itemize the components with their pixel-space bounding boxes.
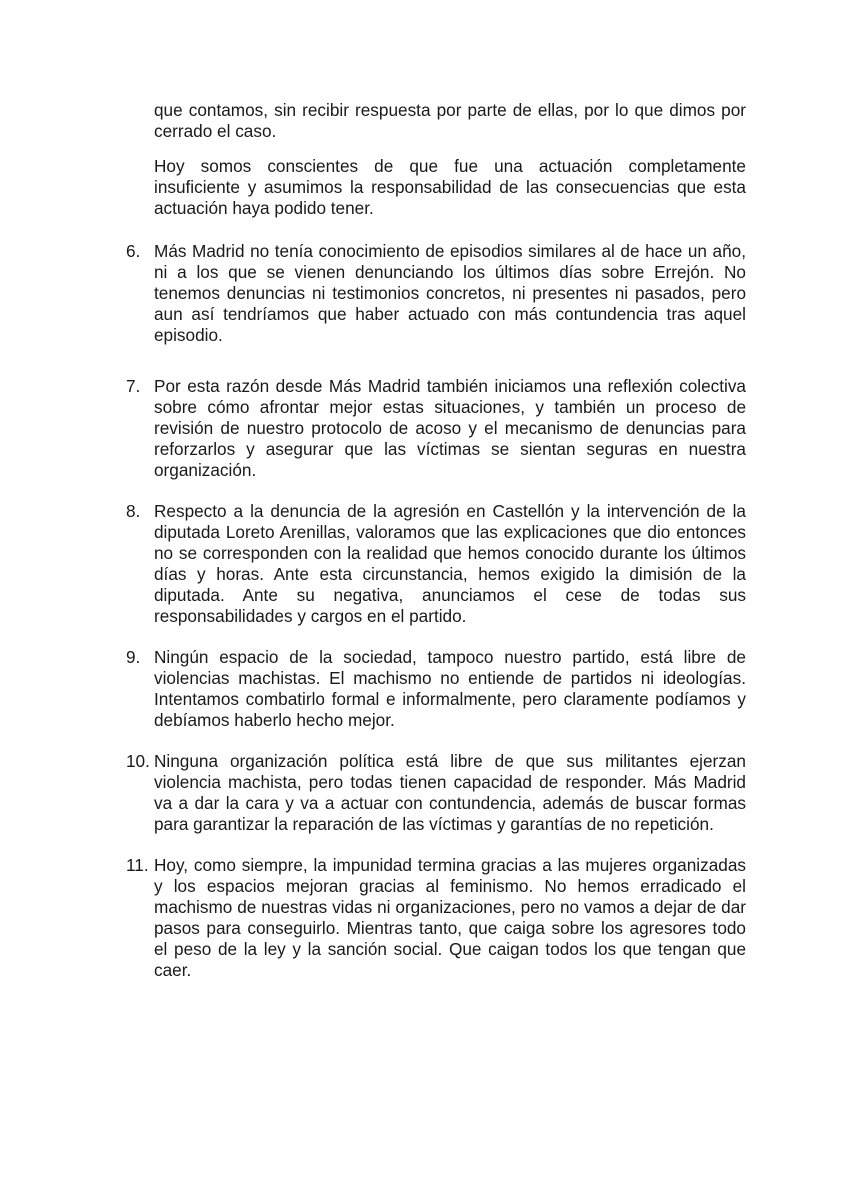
intro-paragraph: Hoy somos conscientes de que fue una actuación completamente insuficiente y asumimos la responsabilidad de las consecuencias que esta actuación haya podido tener. [154, 156, 746, 218]
document-body [126, 100, 746, 1001]
list-item-number: 8. [126, 501, 141, 521]
list-item [126, 855, 746, 981]
list-item-text: Ninguna organización política está libre de que sus militantes ejerzan violencia machista, pero todas tienen capacidad de responder. Más Madrid va a dar la cara y va a actuar con contundencia, además de buscar formas para garantizar la reparación de las víctimas y garantías de no repetición. [154, 751, 746, 834]
list-item [126, 376, 746, 481]
list-item-text: Ningún espacio de la sociedad, tampoco nuestro partido, está libre de violencias machistas. El machismo no entiende de partidos ni ideologías. Intentamos combatirlo formal e informalmente, pero claramente podíamos y debíamos haberlo hecho mejor. [154, 647, 746, 730]
list-item [126, 501, 746, 627]
list-item [126, 241, 746, 346]
numbered-list [126, 241, 746, 981]
list-item-number: 11. [126, 855, 149, 875]
intro-paragraph: que contamos, sin recibir respuesta por parte de ellas, por lo que dimos por cerrado el caso. [154, 100, 746, 141]
list-item-number: 9. [126, 647, 141, 667]
list-item-number: 6. [126, 241, 141, 261]
list-item-number: 7. [126, 376, 141, 396]
list-item-text: Hoy, como siempre, la impunidad termina gracias a las mujeres organizadas y los espacios mejoran gracias al feminismo. No hemos erradicado el machismo de nuestras vidas ni organizaciones, pero no vamos a dejar de dar pasos para conseguirlo. Mientras tanto, que caiga sobre los agresores todo el peso de la ley y la sanción social. Que caigan todos los que tengan que caer. [154, 855, 746, 980]
list-item-text: Por esta razón desde Más Madrid también iniciamos una reflexión colectiva sobre cómo afrontar mejor estas situaciones, y también un proceso de revisión de nuestro protocolo de acoso y el mecanismo de denuncias para reforzarlos y asegurar que las víctimas se sientan seguras en nuestra organización. [154, 376, 746, 480]
list-item-number: 10. [126, 751, 150, 771]
list-item-text: Respecto a la denuncia de la agresión en Castellón y la intervención de la diputada Loreto Arenillas, valoramos que las explicaciones que dio entonces no se corresponden con la realidad que hemos conocido durante los últimos días y horas. Ante esta circunstancia, hemos exigido la dimisión de la diputada. Ante su negativa, anunciamos el cese de todas sus responsabilidades y cargos en el partido. [154, 501, 746, 626]
list-item [126, 647, 746, 731]
list-item [126, 751, 746, 835]
list-item-text: Más Madrid no tenía conocimiento de episodios similares al de hace un año, ni a los que se vienen denunciando los últimos días sobre Errejón. No tenemos denuncias ni testimonios concretos, ni presentes ni pasados, pero aun así tendríamos que haber actuado con más contundencia tras aquel episodio. [154, 241, 746, 345]
